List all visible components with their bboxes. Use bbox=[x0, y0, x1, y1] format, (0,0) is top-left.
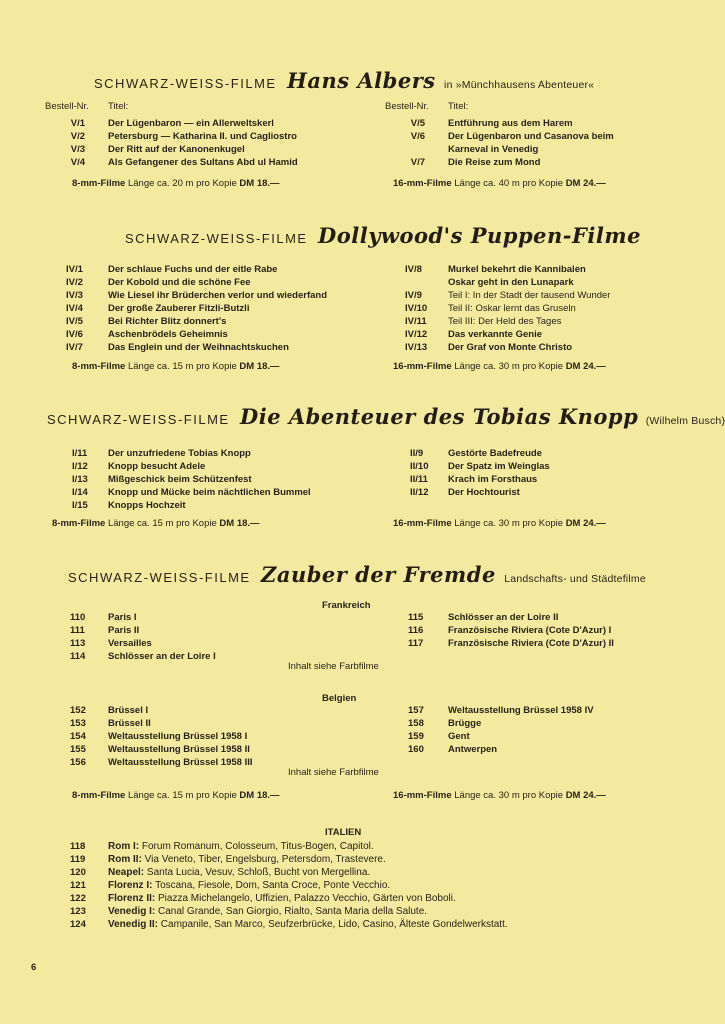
film-title: Wie Liesel ihr Brüderchen verlor und wiederfand bbox=[108, 290, 327, 301]
film-title: Krach im Forsthaus bbox=[448, 474, 538, 485]
section-script-title: Dollywood's Puppen-Filme bbox=[318, 223, 641, 248]
film-description: Rom I: Forum Romanum, Colosseum, Titus-Bogen, Capitol. bbox=[108, 841, 374, 852]
film-code: 155 bbox=[70, 744, 86, 755]
section-prefix: SCHWARZ-WEISS-FILME bbox=[125, 231, 308, 246]
price-8mm: 8-mm-Filme Länge ca. 15 m pro Kopie DM 18.— bbox=[52, 518, 260, 529]
column-header-title: Titel: bbox=[448, 101, 469, 112]
film-code: 117 bbox=[408, 638, 424, 649]
film-code: IV/12 bbox=[405, 329, 428, 340]
film-code: IV/13 bbox=[405, 342, 428, 353]
film-code: 120 bbox=[70, 867, 86, 878]
film-title: Die Reise zum Mond bbox=[448, 157, 541, 168]
page-number: 6 bbox=[31, 962, 37, 973]
film-code: V/4 bbox=[70, 157, 85, 168]
film-code: 115 bbox=[408, 612, 424, 623]
film-title: Als Gefangener des Sultans Abd ul Hamid bbox=[108, 157, 298, 168]
film-title: Französische Riviera (Cote D'Azur) I bbox=[448, 625, 612, 636]
film-title: Brüssel I bbox=[108, 705, 149, 716]
film-title: Gestörte Badefreude bbox=[448, 448, 542, 459]
film-code: 160 bbox=[408, 744, 424, 755]
price-16mm: 16-mm-Filme Länge ca. 30 m pro Kopie DM 24.— bbox=[393, 518, 606, 529]
film-code: 116 bbox=[408, 625, 424, 636]
film-code: V/7 bbox=[410, 157, 425, 168]
film-code: IV/4 bbox=[66, 303, 83, 314]
section-script-title: Hans Albers bbox=[287, 68, 436, 93]
film-description: Neapel: Santa Lucia, Vesuv, Schloß, Bucht von Mergellina. bbox=[108, 867, 371, 878]
price-8mm: 8-mm-Filme Länge ca. 15 m pro Kopie DM 18.— bbox=[72, 361, 280, 372]
film-title: Aschenbrödels Geheimnis bbox=[108, 329, 228, 340]
section-zauber-der-fremde-heading bbox=[68, 562, 646, 587]
film-title: Gent bbox=[448, 731, 470, 742]
film-code: II/9 bbox=[410, 448, 424, 459]
price-16mm: 16-mm-Filme Länge ca. 30 m pro Kopie DM 24.— bbox=[393, 790, 606, 801]
film-code: IV/3 bbox=[66, 290, 83, 301]
column-header-title: Titel: bbox=[108, 101, 129, 112]
film-title: Der schlaue Fuchs und der eitle Rabe bbox=[108, 264, 278, 275]
section-script-title: Zauber der Fremde bbox=[261, 562, 496, 587]
film-description: Rom II: Via Veneto, Tiber, Engelsburg, Petersdom, Trastevere. bbox=[108, 854, 386, 865]
film-description: Venedig II: Campanile, San Marco, Seufzerbrücke, Lido, Casino, Älteste Gondelwerkstatt. bbox=[108, 919, 508, 930]
film-code: V/3 bbox=[70, 144, 85, 155]
film-title: Das Englein und der Weihnachtskuchen bbox=[108, 342, 289, 353]
price-16mm: 16-mm-Filme Länge ca. 40 m pro Kopie DM 24.— bbox=[393, 178, 606, 189]
film-title: Murkel bekehrt die Kannibalen bbox=[448, 264, 586, 275]
country-heading-italien: ITALIEN bbox=[325, 827, 362, 838]
film-code: 152 bbox=[70, 705, 86, 716]
section-tobias-knopp-heading bbox=[47, 404, 725, 429]
film-title: Mißgeschick beim Schützenfest bbox=[108, 474, 252, 485]
section-script-title: Die Abenteuer des Tobias Knopp bbox=[240, 404, 639, 429]
film-title: Der Kobold und die schöne Fee bbox=[108, 277, 251, 288]
price-8mm: 8-mm-Filme Länge ca. 15 m pro Kopie DM 18.— bbox=[72, 790, 280, 801]
film-title: Das verkannte Genie bbox=[448, 329, 542, 340]
price-8mm: 8-mm-Filme Länge ca. 20 m pro Kopie DM 18.— bbox=[72, 178, 280, 189]
film-code: II/11 bbox=[410, 474, 428, 485]
film-title: Oskar geht in den Lunapark bbox=[448, 277, 574, 288]
film-title: Knopps Hochzeit bbox=[108, 500, 186, 511]
section-dollywood-heading bbox=[125, 223, 641, 248]
film-code: I/12 bbox=[72, 461, 88, 472]
column-header-order-no: Bestell-Nr. bbox=[45, 101, 89, 112]
film-code: 110 bbox=[70, 612, 86, 623]
film-title: Der große Zauberer Fitzli-Butzli bbox=[108, 303, 250, 314]
film-code: IV/9 bbox=[405, 290, 422, 301]
section-suffix: (Wilhelm Busch) bbox=[645, 415, 725, 427]
film-title: Weltausstellung Brüssel 1958 I bbox=[108, 731, 248, 742]
film-code: 123 bbox=[70, 906, 86, 917]
film-code: 156 bbox=[70, 757, 86, 768]
see-color-films-note: Inhalt siehe Farbfilme bbox=[288, 661, 379, 672]
film-code: 111 bbox=[70, 625, 85, 636]
country-heading-belgien: Belgien bbox=[322, 693, 357, 704]
film-description: Florenz I: Toscana, Fiesole, Dom, Santa Croce, Ponte Vecchio. bbox=[108, 880, 391, 891]
film-title: Der Hochtourist bbox=[448, 487, 520, 498]
film-code: 159 bbox=[408, 731, 424, 742]
film-code: IV/10 bbox=[405, 303, 428, 314]
film-title: Brügge bbox=[448, 718, 482, 729]
price-16mm: 16-mm-Filme Länge ca. 30 m pro Kopie DM 24.— bbox=[393, 361, 606, 372]
film-code: 114 bbox=[70, 651, 86, 662]
see-color-films-note: Inhalt siehe Farbfilme bbox=[288, 767, 379, 778]
film-code: V/6 bbox=[410, 131, 425, 142]
film-code: 158 bbox=[408, 718, 424, 729]
film-title: Antwerpen bbox=[448, 744, 498, 755]
film-code: IV/1 bbox=[66, 264, 83, 275]
film-title: Der Graf von Monte Christo bbox=[448, 342, 573, 353]
film-title: Weltausstellung Brüssel 1958 III bbox=[108, 757, 253, 768]
film-code: II/10 bbox=[410, 461, 429, 472]
film-title: Bei Richter Blitz donnert's bbox=[108, 316, 227, 327]
film-code: I/11 bbox=[72, 448, 88, 459]
film-title: Petersburg — Katharina II. und Cagliostro bbox=[108, 131, 297, 142]
film-code: I/15 bbox=[72, 500, 88, 511]
film-title: Knopp und Mücke beim nächtlichen Bummel bbox=[108, 487, 311, 498]
film-code: V/2 bbox=[70, 131, 85, 142]
film-title: Entführung aus dem Harem bbox=[448, 118, 573, 129]
country-heading-frankreich: Frankreich bbox=[322, 600, 371, 611]
film-code: IV/7 bbox=[66, 342, 83, 353]
section-hans-albers-heading bbox=[94, 68, 594, 93]
film-code: 121 bbox=[70, 880, 86, 891]
film-code: 157 bbox=[408, 705, 424, 716]
film-code: IV/2 bbox=[66, 277, 83, 288]
film-code: 154 bbox=[70, 731, 86, 742]
film-code: IV/5 bbox=[66, 316, 83, 327]
section-prefix: SCHWARZ-WEISS-FILME bbox=[68, 570, 251, 585]
film-title: Der Lügenbaron — ein Allerweltskerl bbox=[108, 118, 274, 129]
film-title: Der Spatz im Weinglas bbox=[448, 461, 550, 472]
section-prefix: SCHWARZ-WEISS-FILME bbox=[47, 412, 230, 427]
film-title: Der Lügenbaron und Casanova beim bbox=[448, 131, 614, 142]
column-header-order-no: Bestell-Nr. bbox=[385, 101, 429, 112]
film-code: V/1 bbox=[70, 118, 85, 129]
film-code: I/13 bbox=[72, 474, 88, 485]
film-code: 113 bbox=[70, 638, 86, 649]
film-title: Teil III: Der Held des Tages bbox=[448, 316, 562, 327]
film-title: Teil I: In der Stadt der tausend Wunder bbox=[448, 290, 611, 301]
film-code: 153 bbox=[70, 718, 86, 729]
film-title: Karneval in Venedig bbox=[448, 144, 539, 155]
film-title: Weltausstellung Brüssel 1958 IV bbox=[448, 705, 594, 716]
film-code: IV/11 bbox=[405, 316, 427, 327]
film-description: Venedig I: Canal Grande, San Giorgio, Rialto, Santa Maria della Salute. bbox=[108, 906, 428, 917]
film-title: Schlösser an der Loire I bbox=[108, 651, 216, 662]
film-title: Teil II: Oskar lernt das Gruseln bbox=[448, 303, 576, 314]
film-description: Florenz II: Piazza Michelangelo, Uffizien, Palazzo Vecchio, Gärten von Boboli. bbox=[108, 893, 456, 904]
film-title: Schlösser an der Loire II bbox=[448, 612, 559, 623]
section-suffix: Landschafts- und Städtefilme bbox=[504, 573, 646, 585]
film-code: 122 bbox=[70, 893, 86, 904]
film-code: II/12 bbox=[410, 487, 429, 498]
section-suffix: in »Münchhausens Abenteuer« bbox=[444, 79, 595, 91]
film-code: 119 bbox=[70, 854, 86, 865]
film-title: Der unzufriedene Tobias Knopp bbox=[108, 448, 251, 459]
film-title: Französische Riviera (Cote D'Azur) II bbox=[448, 638, 614, 649]
film-title: Versailles bbox=[108, 638, 152, 649]
film-title: Der Ritt auf der Kanonenkugel bbox=[108, 144, 245, 155]
film-code: 118 bbox=[70, 841, 86, 852]
film-title: Weltausstellung Brüssel 1958 II bbox=[108, 744, 250, 755]
film-code: IV/6 bbox=[66, 329, 83, 340]
film-title: Paris II bbox=[108, 625, 140, 636]
film-title: Knopp besucht Adele bbox=[108, 461, 206, 472]
film-code: 124 bbox=[70, 919, 86, 930]
film-title: Brüssel II bbox=[108, 718, 151, 729]
film-code: V/5 bbox=[410, 118, 425, 129]
film-code: IV/8 bbox=[405, 264, 422, 275]
section-prefix: SCHWARZ-WEISS-FILME bbox=[94, 76, 277, 91]
film-code: I/14 bbox=[72, 487, 88, 498]
film-title: Paris I bbox=[108, 612, 137, 623]
